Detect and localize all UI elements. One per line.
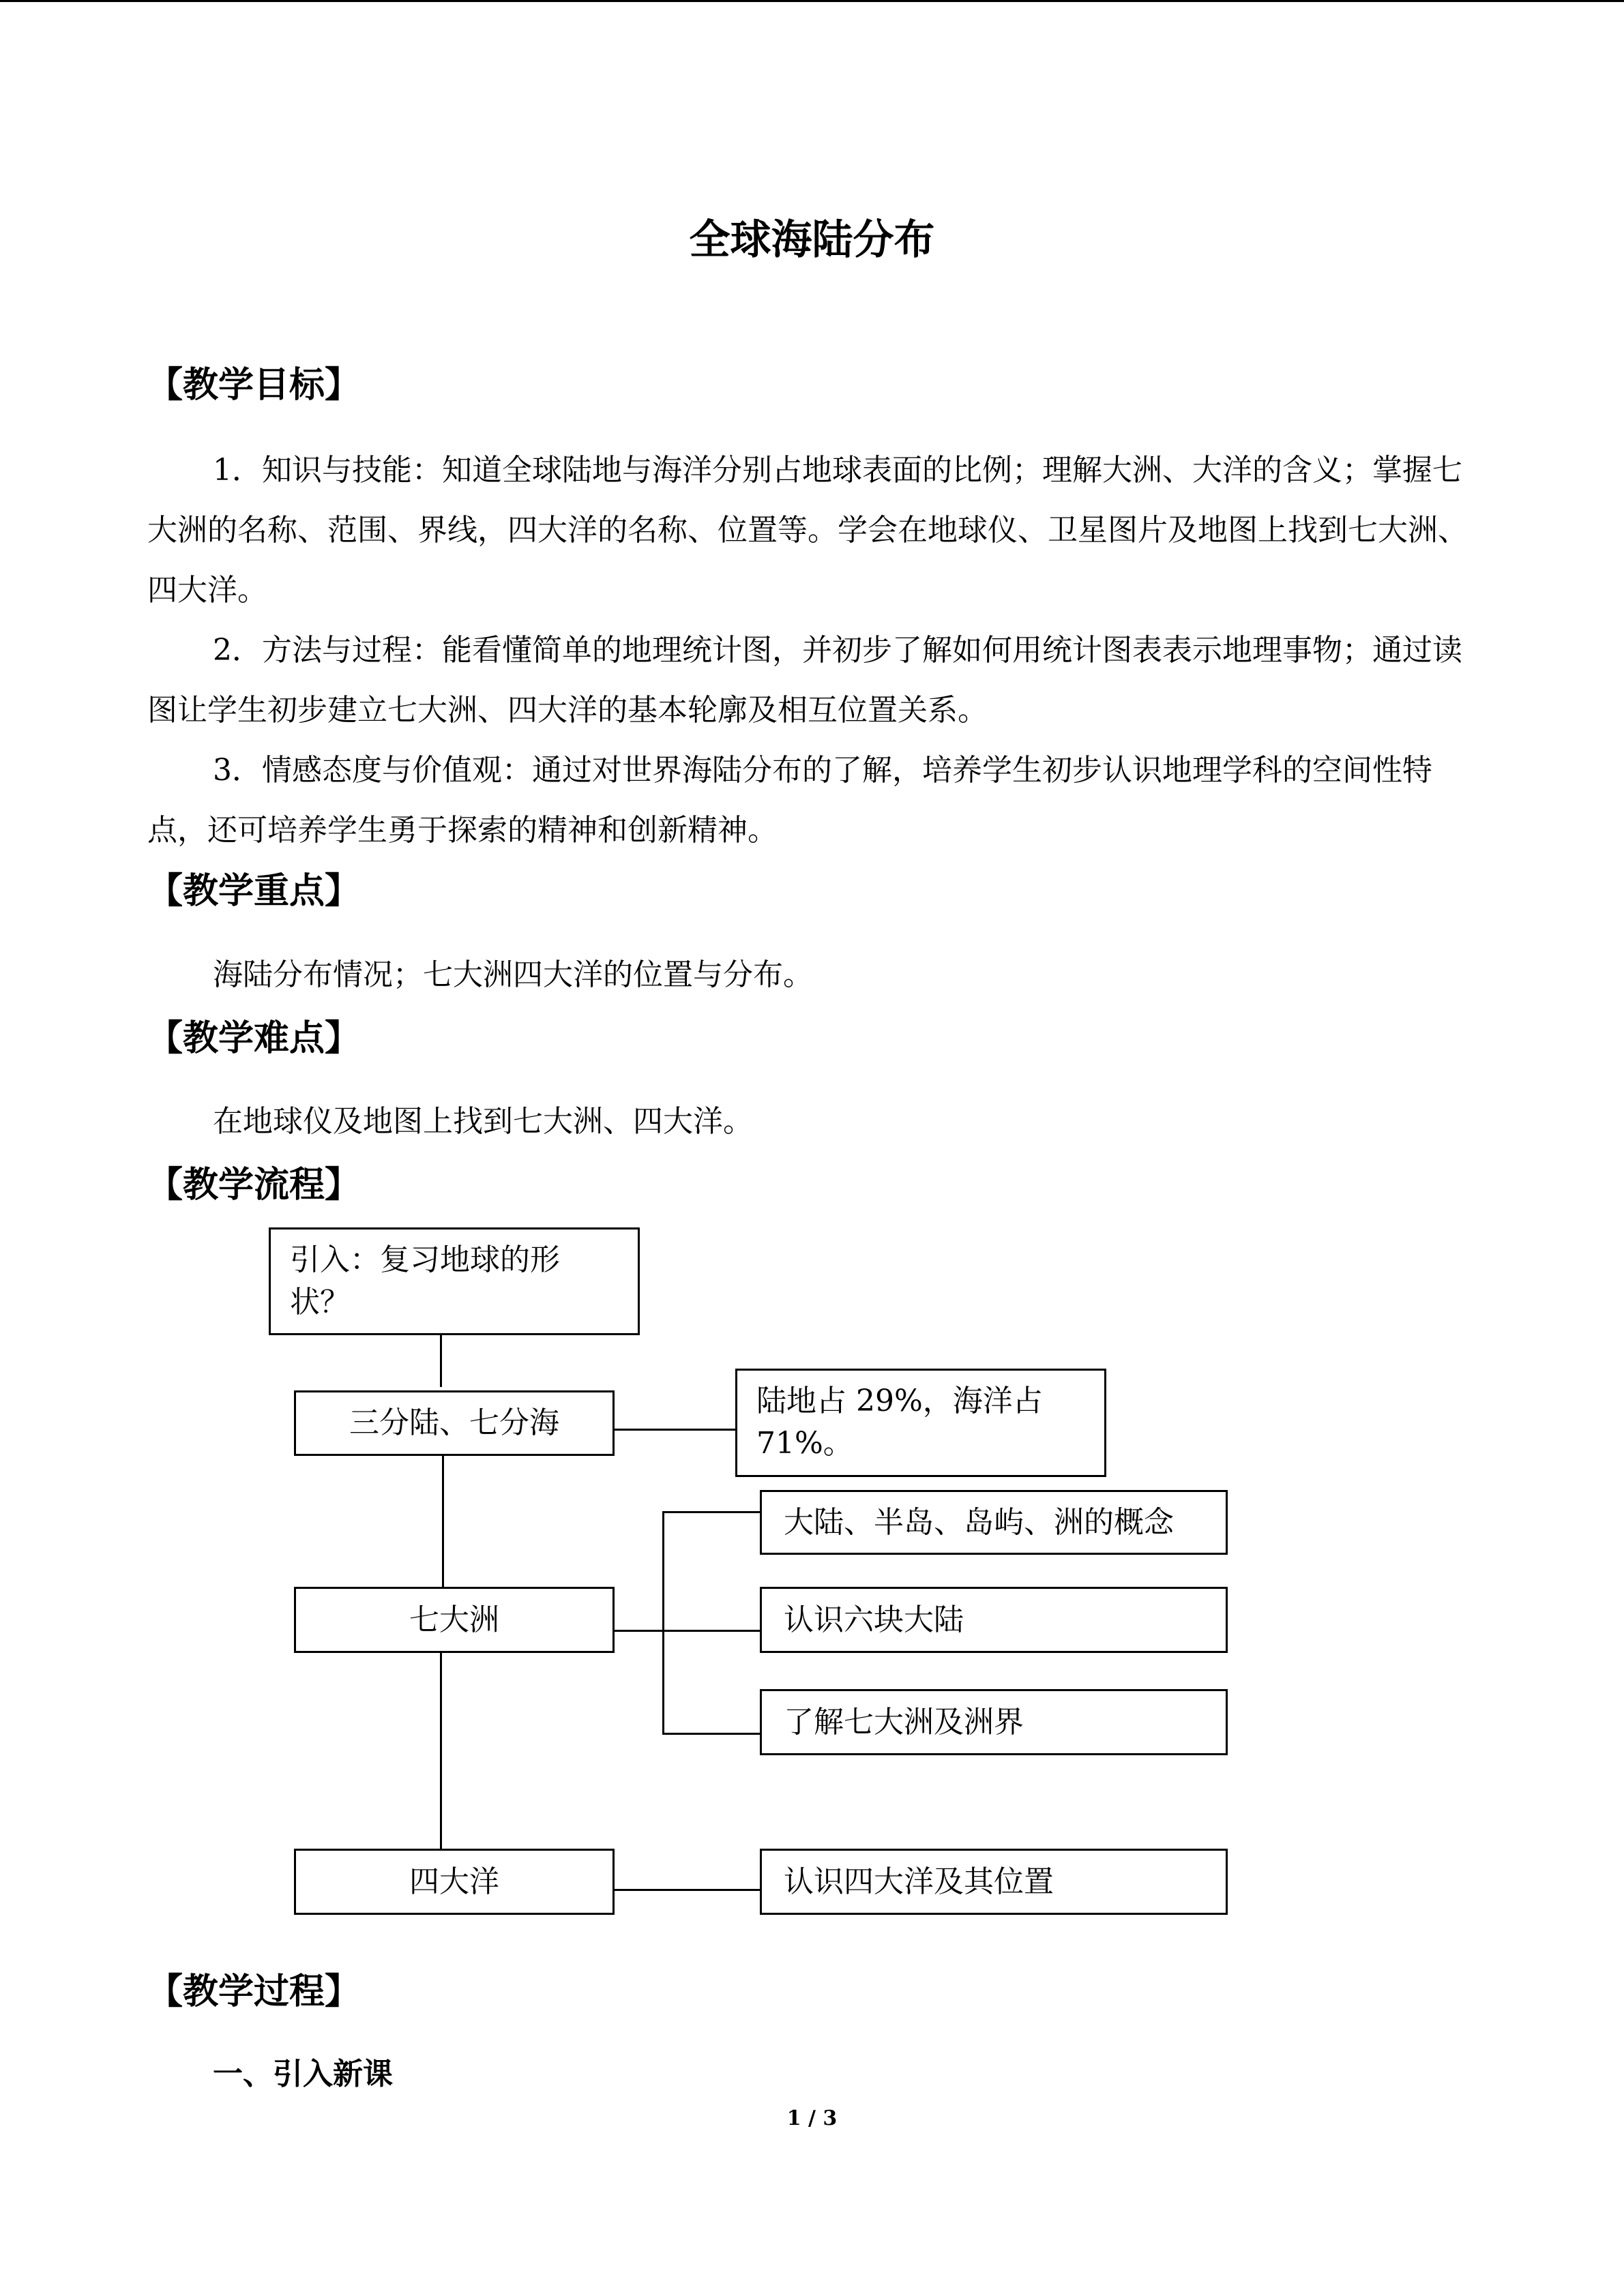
- connector-branch-concepts: [662, 1511, 761, 1513]
- flow-box-oceans: 四大洋: [294, 1849, 615, 1915]
- key-points-text: 海陆分布情况；七大洲四大洋的位置与分布。: [213, 957, 813, 992]
- top-border-line: [0, 0, 1624, 2]
- section-intro-heading: 一、引入新课: [213, 2057, 393, 2091]
- flow-box-continents: 七大洲: [294, 1587, 615, 1653]
- page-title: 全球海陆分布: [689, 216, 935, 264]
- page-number: 1 / 3: [786, 2106, 838, 2130]
- flow-box-intro: 引入：复习地球的形状？: [269, 1227, 640, 1335]
- objective-3: 3．情感态度与价值观：通过对世界海陆分布的了解，培养学生初步认识地理学科的空间性特点，还可培养学生勇于探索的精神和创新精神。: [147, 753, 1432, 848]
- connector-intro-landsea: [440, 1334, 442, 1387]
- heading-flow: 【教学流程】: [147, 1165, 361, 1206]
- connector-landsea-continents: [442, 1455, 444, 1588]
- flow-box-land-sea: 三分陆、七分海: [294, 1390, 615, 1456]
- heading-key-points: 【教学重点】: [147, 871, 361, 912]
- connector-oceans-four: [612, 1889, 761, 1891]
- objective-2: 2．方法与过程：能看懂简单的地理统计图，并初步了解如何用统计图表表示地理事物；通过读图让学生初步建立七大洲、四大洋的基本轮廓及相互位置关系。: [147, 633, 1462, 728]
- heading-difficulties: 【教学难点】: [147, 1018, 361, 1059]
- heading-process: 【教学过程】: [147, 1971, 361, 2012]
- objective-1: 1．知识与技能：知道全球陆地与海洋分别占地球表面的比例；理解大洲、大洋的含义；掌握七大洲的名称、范围、界线，四大洋的名称、位置等。学会在地球仪、卫星图片及地图上找到七大洲、四大洋。: [147, 453, 1468, 608]
- difficulties-text: 在地球仪及地图上找到七大洲、四大洋。: [213, 1104, 753, 1139]
- connector-branch-vertical: [662, 1511, 664, 1735]
- flow-box-four-oceans: 认识四大洋及其位置: [760, 1849, 1228, 1915]
- flow-box-concepts: 大陆、半岛、岛屿、洲的概念: [760, 1490, 1228, 1555]
- flow-box-seven-continents: 了解七大洲及洲界: [760, 1689, 1228, 1755]
- connector-continents-oceans: [440, 1652, 442, 1852]
- connector-landsea-ratio: [612, 1429, 737, 1431]
- heading-objectives: 【教学目标】: [147, 365, 361, 406]
- flow-box-six-landmasses: 认识六块大陆: [760, 1587, 1228, 1653]
- connector-continents-six: [612, 1630, 761, 1632]
- flow-box-ratio: 陆地占 29%，海洋占 71%。: [735, 1369, 1106, 1477]
- connector-branch-seven: [662, 1733, 761, 1735]
